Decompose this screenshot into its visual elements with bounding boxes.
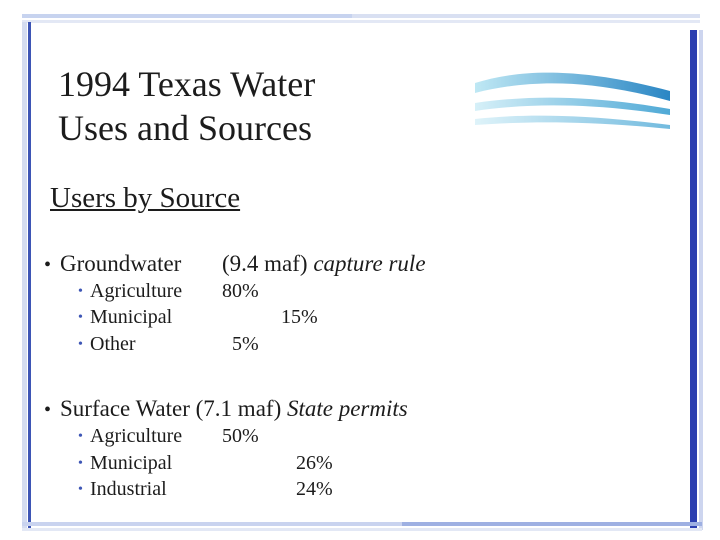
left-frame-bar-light (22, 22, 27, 530)
surface-water-label: Surface Water (7.1 maf) (60, 396, 282, 421)
sub-bullet-icon: • (78, 429, 83, 444)
sw-item-municipal (78, 451, 172, 476)
sw-item-value: 50% (222, 425, 259, 447)
gw-item-label: Municipal (90, 306, 173, 328)
top-frame-bar-right (352, 14, 700, 18)
sw-item-label: Industrial (90, 478, 167, 500)
sub-bullet-icon: • (78, 456, 83, 471)
groundwater-label: Groundwater (60, 251, 182, 276)
sw-item-value: 24% (296, 478, 333, 500)
left-frame-bar (28, 22, 31, 530)
gw-item-label: Agriculture (90, 280, 183, 302)
sw-item-label: Agriculture (90, 425, 183, 447)
title-line-1: 1994 Texas Water (58, 64, 316, 104)
groundwater-summary (222, 250, 426, 278)
bottom-frame-line (22, 528, 702, 531)
groundwater-note: capture rule (313, 251, 426, 276)
title-line-2: Uses and Sources (58, 108, 312, 148)
bottom-frame-bar-right (402, 522, 702, 526)
surface-water-bullet (44, 395, 408, 424)
gw-item-label: Other (90, 333, 136, 355)
gw-item-agriculture (78, 279, 182, 304)
gw-item-value: 80% (222, 280, 259, 302)
slide-subtitle: Users by Source (50, 182, 241, 214)
gw-item-value: 5% (232, 333, 259, 355)
sub-bullet-icon: • (78, 310, 83, 325)
groundwater-amount: (9.4 maf) (222, 251, 308, 276)
top-frame-line (22, 20, 700, 23)
right-frame-bar-light (699, 30, 703, 530)
sub-bullet-icon: • (78, 284, 83, 299)
bottom-frame-bar (22, 522, 402, 526)
sub-bullet-icon: • (78, 337, 83, 352)
sw-item-value: 26% (296, 452, 333, 474)
slide-title (58, 62, 458, 150)
bullet-dot-icon: • (44, 254, 52, 276)
water-wave-logo-icon (470, 65, 680, 135)
groundwater-bullet (44, 250, 181, 279)
bullet-dot-icon: • (44, 399, 52, 421)
sw-item-label: Municipal (90, 452, 173, 474)
sub-bullet-icon: • (78, 482, 83, 497)
gw-item-municipal (78, 305, 172, 330)
gw-item-other (78, 332, 136, 357)
gw-item-value: 15% (281, 306, 318, 328)
right-frame-bar (690, 30, 697, 530)
top-frame-bar (22, 14, 352, 18)
sw-item-agriculture (78, 424, 182, 449)
sw-item-industrial (78, 477, 167, 502)
surface-water-note: State permits (286, 396, 408, 421)
